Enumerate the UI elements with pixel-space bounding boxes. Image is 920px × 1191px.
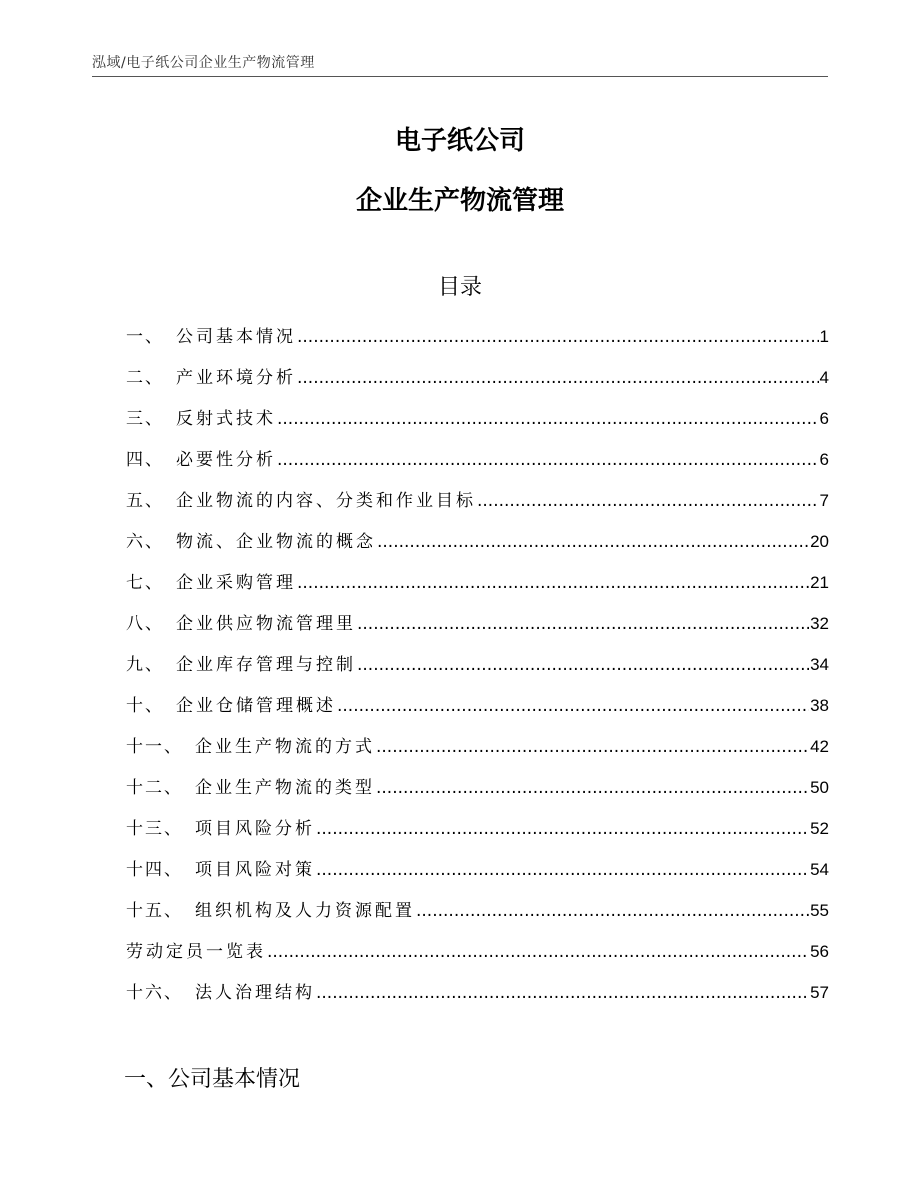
toc-entry-page: 56 xyxy=(810,942,829,961)
toc-entry[interactable] xyxy=(126,566,829,607)
toc-entry-title: 组织机构及人力资源配置 xyxy=(195,901,415,921)
toc-heading: 目录 xyxy=(437,275,482,300)
document-title-line-1: 电子纸公司 xyxy=(394,126,525,156)
toc-entry[interactable] xyxy=(126,525,829,566)
toc-entry-title: 反射式技术 xyxy=(176,409,276,429)
toc-entry[interactable] xyxy=(126,853,829,894)
header-rule xyxy=(92,76,828,77)
toc-entry[interactable] xyxy=(126,812,829,853)
toc-dot-leader xyxy=(316,812,809,846)
toc-entry-page: 52 xyxy=(810,819,829,838)
toc-entry-title: 企业库存管理与控制 xyxy=(176,655,356,675)
toc-dot-leader xyxy=(277,443,819,477)
toc-entry[interactable] xyxy=(126,607,829,648)
toc-entry-number: 九、 xyxy=(126,655,164,675)
toc-entry-title: 企业供应物流管理里 xyxy=(176,614,356,634)
toc-entry-page: 6 xyxy=(819,450,829,469)
toc-dot-leader xyxy=(316,853,809,887)
toc-entry-page: 38 xyxy=(810,696,829,715)
section-heading: 一、公司基本情况 xyxy=(124,1067,301,1092)
toc-dot-leader xyxy=(357,607,809,641)
toc-entry[interactable] xyxy=(126,361,829,402)
toc-entry-page: 57 xyxy=(810,983,829,1002)
toc-dot-leader xyxy=(357,648,809,682)
toc-entry-page: 42 xyxy=(810,737,829,756)
toc-dot-leader xyxy=(377,525,809,559)
toc-entry-number: 十五、 xyxy=(126,901,183,921)
toc-entry[interactable] xyxy=(126,771,829,812)
toc-entry-page: 50 xyxy=(810,778,829,797)
toc-dot-leader xyxy=(297,361,819,395)
toc-dot-leader xyxy=(297,320,819,354)
toc-dot-leader xyxy=(477,484,819,518)
toc-entry[interactable] xyxy=(126,484,829,525)
toc-entry[interactable] xyxy=(126,935,829,976)
toc-entry-title: 企业物流的内容、分类和作业目标 xyxy=(176,491,476,511)
toc-entry[interactable] xyxy=(126,976,829,1017)
toc-entry-number: 三、 xyxy=(126,409,164,429)
toc-entry-number: 十、 xyxy=(126,696,164,716)
toc-entry[interactable] xyxy=(126,648,829,689)
toc-entry-page: 6 xyxy=(819,409,829,428)
toc-entry-page: 21 xyxy=(810,573,829,592)
toc-entry-page: 20 xyxy=(810,532,829,551)
toc-dot-leader xyxy=(337,689,809,723)
toc-entry[interactable] xyxy=(126,689,829,730)
toc-entry-number: 十一、 xyxy=(126,737,183,757)
toc-entry-title: 必要性分析 xyxy=(176,450,276,470)
toc-entry-number: 八、 xyxy=(126,614,164,634)
toc-entry[interactable] xyxy=(126,730,829,771)
toc-entry-number: 七、 xyxy=(126,573,164,593)
toc-entry-number: 十二、 xyxy=(126,778,183,798)
toc-entry-number: 十三、 xyxy=(126,819,183,839)
toc-dot-leader xyxy=(297,566,809,600)
toc-entry[interactable] xyxy=(126,894,829,935)
toc-entry-title: 法人治理结构 xyxy=(195,983,315,1003)
toc-entry-page: 32 xyxy=(810,614,829,633)
toc-dot-leader xyxy=(316,976,809,1010)
toc-dot-leader xyxy=(376,730,809,764)
toc-entry-title: 公司基本情况 xyxy=(176,327,296,347)
toc-entry-number: 十六、 xyxy=(126,983,183,1003)
toc-entry-number: 四、 xyxy=(126,450,164,470)
toc-entry-title: 物流、企业物流的概念 xyxy=(176,532,376,552)
toc-entry-number: 一、 xyxy=(126,327,164,347)
toc-entry-title: 企业仓储管理概述 xyxy=(176,696,336,716)
toc-entry-page: 1 xyxy=(819,327,829,346)
toc-entry[interactable] xyxy=(126,402,829,443)
table-of-contents xyxy=(126,320,829,1017)
document-title-line-2: 企业生产物流管理 xyxy=(355,186,564,216)
toc-entry[interactable] xyxy=(126,320,829,361)
running-header: 泓域/电子纸公司企业生产物流管理 xyxy=(92,55,315,71)
toc-entry-title: 项目风险分析 xyxy=(195,819,315,839)
toc-entry-page: 7 xyxy=(819,491,829,510)
toc-entry-title: 企业采购管理 xyxy=(176,573,296,593)
toc-entry-number: 六、 xyxy=(126,532,164,552)
toc-entry-title: 劳动定员一览表 xyxy=(126,942,266,962)
toc-entry-page: 54 xyxy=(810,860,829,879)
toc-dot-leader xyxy=(267,935,809,969)
toc-entry-number: 十四、 xyxy=(126,860,183,880)
toc-entry-title: 项目风险对策 xyxy=(195,860,315,880)
toc-entry[interactable] xyxy=(126,443,829,484)
toc-dot-leader xyxy=(376,771,809,805)
toc-entry-number: 五、 xyxy=(126,491,164,511)
toc-entry-title: 企业生产物流的类型 xyxy=(195,778,375,798)
toc-entry-title: 企业生产物流的方式 xyxy=(195,737,375,757)
toc-entry-number: 二、 xyxy=(126,368,164,388)
toc-entry-title: 产业环境分析 xyxy=(176,368,296,388)
toc-entry-page: 55 xyxy=(810,901,829,920)
toc-dot-leader xyxy=(277,402,819,436)
toc-entry-page: 4 xyxy=(819,368,829,387)
toc-entry-page: 34 xyxy=(810,655,829,674)
toc-dot-leader xyxy=(416,894,809,928)
